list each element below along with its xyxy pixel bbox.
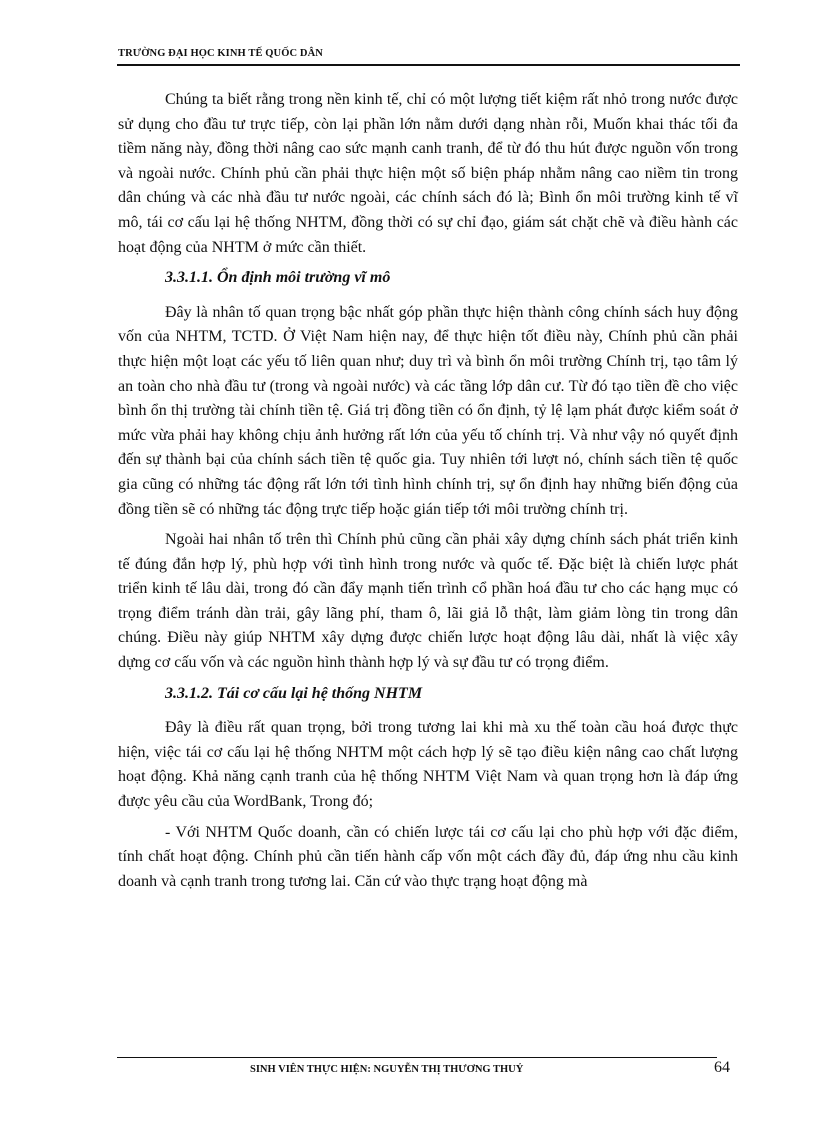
paragraph-restructuring: Đây là điều rất quan trọng, bởi trong tương lai khi mà xu thế toàn cầu hoá được thực hiện, việc tái cơ cấu lại hệ thống NHTM một cách hợp lý sẽ tạo điều kiện nâng cao chất lượng hoạt động. Khả năng cạnh tranh của hệ thống NHTM Việt Nam và quan trọng hơn là đáp ứng được yêu cầu của WordBank, Trong đó; — [118, 719, 738, 811]
footer-divider — [117, 1057, 717, 1058]
footer-author: SINH VIÊN THỰC HIỆN: NGUYỄN THỊ THƯƠNG THUỶ — [250, 1064, 524, 1075]
page-header-title: TRƯỜNG ĐẠI HỌC KINH TẾ QUỐC DÂN — [118, 48, 323, 59]
page-number: 64 — [714, 1059, 730, 1076]
header-divider — [117, 64, 740, 66]
paragraph-macro-stability: Đây là nhân tố quan trọng bậc nhất góp phần thực hiện thành công chính sách huy động vốn của NHTM, TCTD. Ở Việt Nam hiện nay, để thực hiện tốt điều này, Chính phủ cần phải thực hiện một loạt các yếu tố liên quan như; duy trì và bình ổn môi trường Chính trị, tạo tâm lý an toàn cho nhà đầu tư (trong và ngoài nước) và các tầng lớp dân cư. Từ đó tạo tiền đề cho việc bình ổn thị trường tài chính tiền tệ. Giá trị đồng tiền có ổn định, tỷ lệ lạm phát được kiểm soát ở mức vừa phải hay không chịu ảnh hưởng rất lớn của yếu tố chính trị. Và như vậy nó quyết định đến sự thành bại của chính sách tiền tệ quốc gia. Tuy nhiên tới lượt nó, chính sách tiền tệ quốc gia cũng có những tác động rất lớn tới tình hình chính trị, sự ổn định hay những biến động của đồng tiền sẽ có những tác động trực tiếp hoặc gián tiếp tới môi trường chính trị. — [118, 303, 738, 518]
paragraph-state-banks: - Với NHTM Quốc doanh, cần có chiến lược tái cơ cấu lại cho phù hợp với đặc điểm, tính chất hoạt động. Chính phủ cần tiến hành cấp vốn một cách đầy đủ, đáp ứng nhu cầu kinh doanh và cạnh tranh trong tương lai. Căn cứ vào thực trạng hoạt động mà — [118, 823, 738, 890]
page-body — [118, 88, 738, 900]
paragraph-intro: Chúng ta biết rằng trong nền kinh tế, chỉ có một lượng tiết kiệm rất nhỏ trong nước được sử dụng cho đầu tư trực tiếp, còn lại phần lớn nằm dưới dạng nhàn rỗi, Muốn khai thác tối đa tiềm năng này, đồng thời nâng cao sức mạnh canh tranh, để từ đó thu hút được nguồn vốn trong và ngoài nước. Chính phủ cần phải thực hiện một số biện pháp nhằm nâng cao niềm tin trong dân chúng và các nhà đầu tư nước ngoài, các chính sách đó là; Bình ổn môi trường kinh tế vĩ mô, tái cơ cấu lại hệ thống NHTM, đồng thời có sự chỉ đạo, giám sát chặt chẽ và điều hành các hoạt động của NHTM ở mức cần thiết. — [118, 91, 738, 256]
section-heading-macro-stability: 3.3.1.1. Ổn định môi trường vĩ mô — [165, 269, 391, 287]
section-heading-restructuring: 3.3.1.2. Tái cơ cấu lại hệ thống NHTM — [165, 684, 423, 702]
paragraph-economic-policy: Ngoài hai nhân tố trên thì Chính phủ cũng cần phải xây dựng chính sách phát triển kinh tế đúng đắn hợp lý, phù hợp với tình hình trong nước và quốc tế. Đặc biệt là chiến lược phát triển kinh tế lâu dài, trong đó cần đẩy mạnh tiến trình cổ phần hoá đầu tư cho các hạng mục có trọng điểm tránh dàn trải, gây lãng phí, tham ô, lãi giả lỗ thật, làm giảm lòng tin trong dân chúng. Điều này giúp NHTM xây dựng được chiến lược hoạt động lâu dài, nhất là việc xây dựng cơ cấu vốn và các nguồn hình thành hợp lý và sự đầu tư có trọng điểm. — [118, 531, 738, 672]
